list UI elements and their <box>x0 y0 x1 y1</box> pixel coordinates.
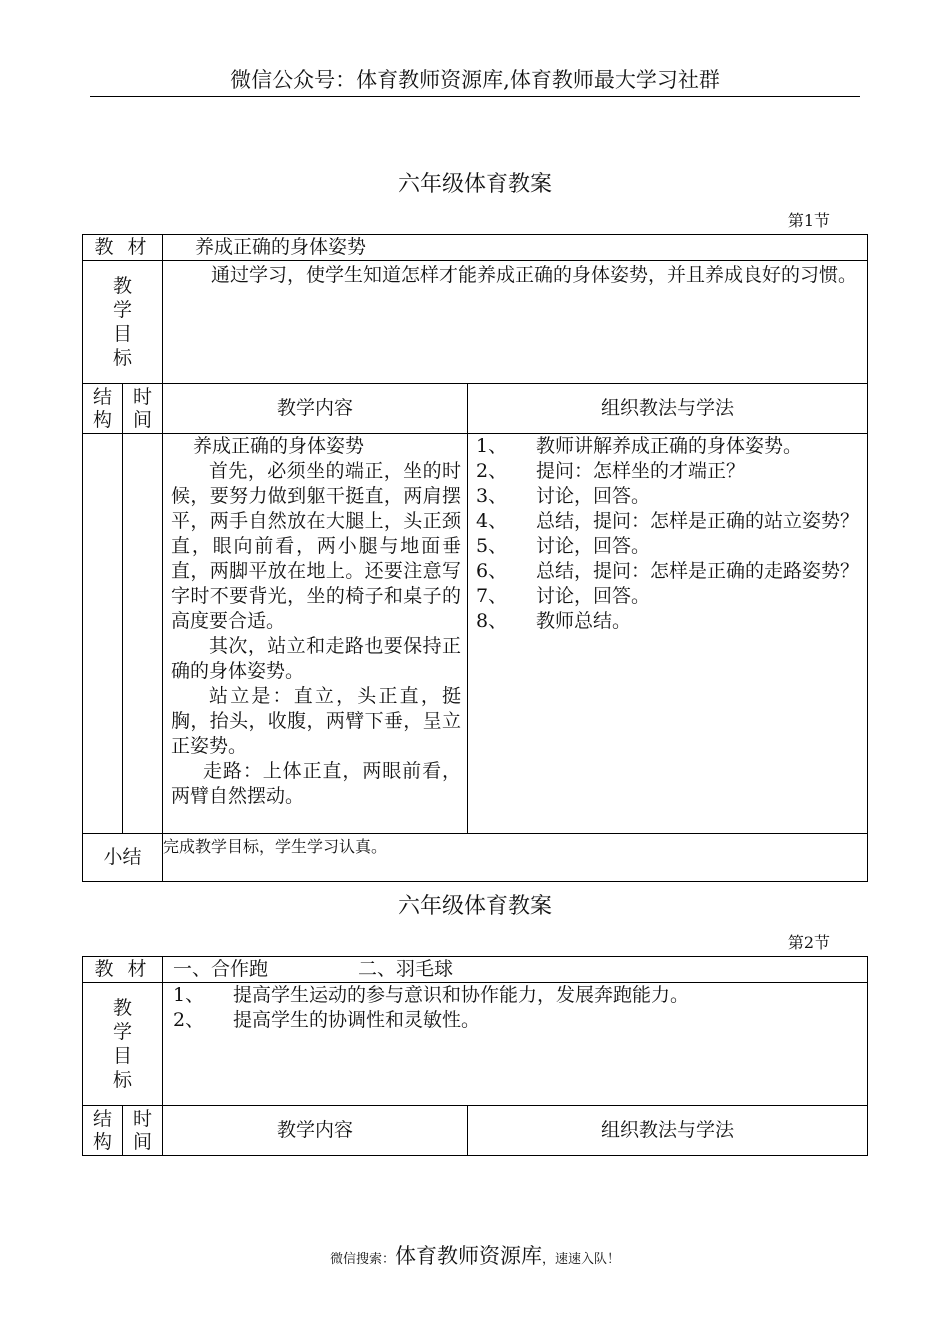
plan1-summary-row <box>83 834 868 882</box>
plan1-method <box>468 434 868 834</box>
plan2-material-item: 二、羽毛球 <box>358 958 454 980</box>
plan2-goal-item: 1、 提高学生运动的参与意识和协作能力，发展奔跑能力。 <box>173 984 690 1006</box>
plan1-step: 6、 总结，提问：怎样是正确的走路姿势？ <box>476 560 860 582</box>
plan2-lesson-number: 第2节 <box>787 933 830 952</box>
plan1-structure-label: 结 构 <box>83 384 123 434</box>
plan2-material-row <box>83 957 868 983</box>
page-header: 微信公众号：体育教师资源库,体育教师最大学习社群 <box>90 64 860 97</box>
plan1-step: 2、 提问：怎样坐的才端正？ <box>476 460 746 482</box>
plan2-goals <box>163 983 868 1106</box>
plan1-title: 六年级体育教案 <box>397 172 552 197</box>
plan1-step: 3、 讨论，回答。 <box>476 485 651 507</box>
plan1-content-paragraph: 站立是：直立，头正直，挺胸，抬头，收腹，两臂下垂，呈立正姿势。 <box>171 685 462 757</box>
plan2-goal-label: 教 学 目 标 <box>83 983 163 1106</box>
page-footer <box>0 1240 950 1270</box>
plan1-step: 5、 讨论，回答。 <box>476 535 651 557</box>
plan2-table <box>82 956 868 1156</box>
plan1-content-paragraph: 其次，站立和走路也要保持正确的身体姿势。 <box>171 635 462 682</box>
plan1-time-cell <box>123 434 163 834</box>
plan2-material-item: 一、合作跑 <box>173 958 269 980</box>
plan1-material-label: 教 材 <box>83 235 163 261</box>
plan1-structure-cell <box>83 434 123 834</box>
plan1-lesson-number: 第1节 <box>787 211 830 230</box>
plan2-content-header: 教学内容 <box>163 1106 468 1156</box>
plan1-content-paragraph: 首先，必须坐的端正，坐的时候，要努力做到躯干挺直，两肩摆平，两手自然放在大腿上，头正颈直，眼向前看，两小腿与地面垂直，两脚平放在地上。还要注意写字时不要背光，坐的椅子和桌子的高度要合适。 <box>171 460 462 632</box>
plan2-method-header: 组织教法与学法 <box>468 1106 868 1156</box>
plan2-material-label: 教 材 <box>83 957 163 983</box>
plan1-table <box>82 234 868 882</box>
plan1-step: 7、 讨论，回答。 <box>476 585 651 607</box>
plan1-method-header: 组织教法与学法 <box>468 384 868 434</box>
plan1-body-row <box>83 434 868 834</box>
plan1-step: 4、 总结，提问：怎样是正确的站立姿势？ <box>476 510 860 532</box>
plan1-content-header: 教学内容 <box>163 384 468 434</box>
plan2-material <box>163 957 868 983</box>
plan1-column-header-row <box>83 384 868 434</box>
plan2-goal-row <box>83 983 868 1106</box>
plan2-column-header-row <box>83 1106 868 1156</box>
plan2-title: 六年级体育教案 <box>397 894 552 919</box>
plan1-content-paragraph: 走路：上体正直，两眼前看，两臂自然摆动。 <box>171 760 462 807</box>
plan1-summary-label: 小结 <box>83 834 163 882</box>
plan1-goal-row <box>83 261 868 384</box>
plan1-content <box>163 434 468 834</box>
plan1-material-row <box>83 235 868 261</box>
plan1-step: 8、 教师总结。 <box>476 610 632 632</box>
plan1-summary: 完成教学目标，学生学习认真。 <box>163 834 868 882</box>
plan1-content-title: 养成正确的身体姿势 <box>193 435 365 457</box>
footer-prefix: 微信搜索： <box>329 1252 395 1267</box>
plan1-goal-label: 教 学 目 标 <box>83 261 163 384</box>
plan2-goal-item: 2、 提高学生的协调性和灵敏性。 <box>173 1009 481 1031</box>
plan1-time-label: 时 间 <box>123 384 163 434</box>
plan2-structure-label: 结 构 <box>83 1106 123 1156</box>
plan1-goal: 通过学习，使学生知道怎样才能养成正确的身体姿势，并且养成良好的习惯。 <box>163 261 868 384</box>
footer-suffix: ，速速入队！ <box>542 1252 621 1267</box>
plan2-time-label: 时 间 <box>123 1106 163 1156</box>
plan1-step: 1、 教师讲解养成正确的身体姿势。 <box>476 435 803 457</box>
plan1-material: 养成正确的身体姿势 <box>163 235 868 261</box>
footer-account-name: 体育教师资源库 <box>395 1244 542 1268</box>
